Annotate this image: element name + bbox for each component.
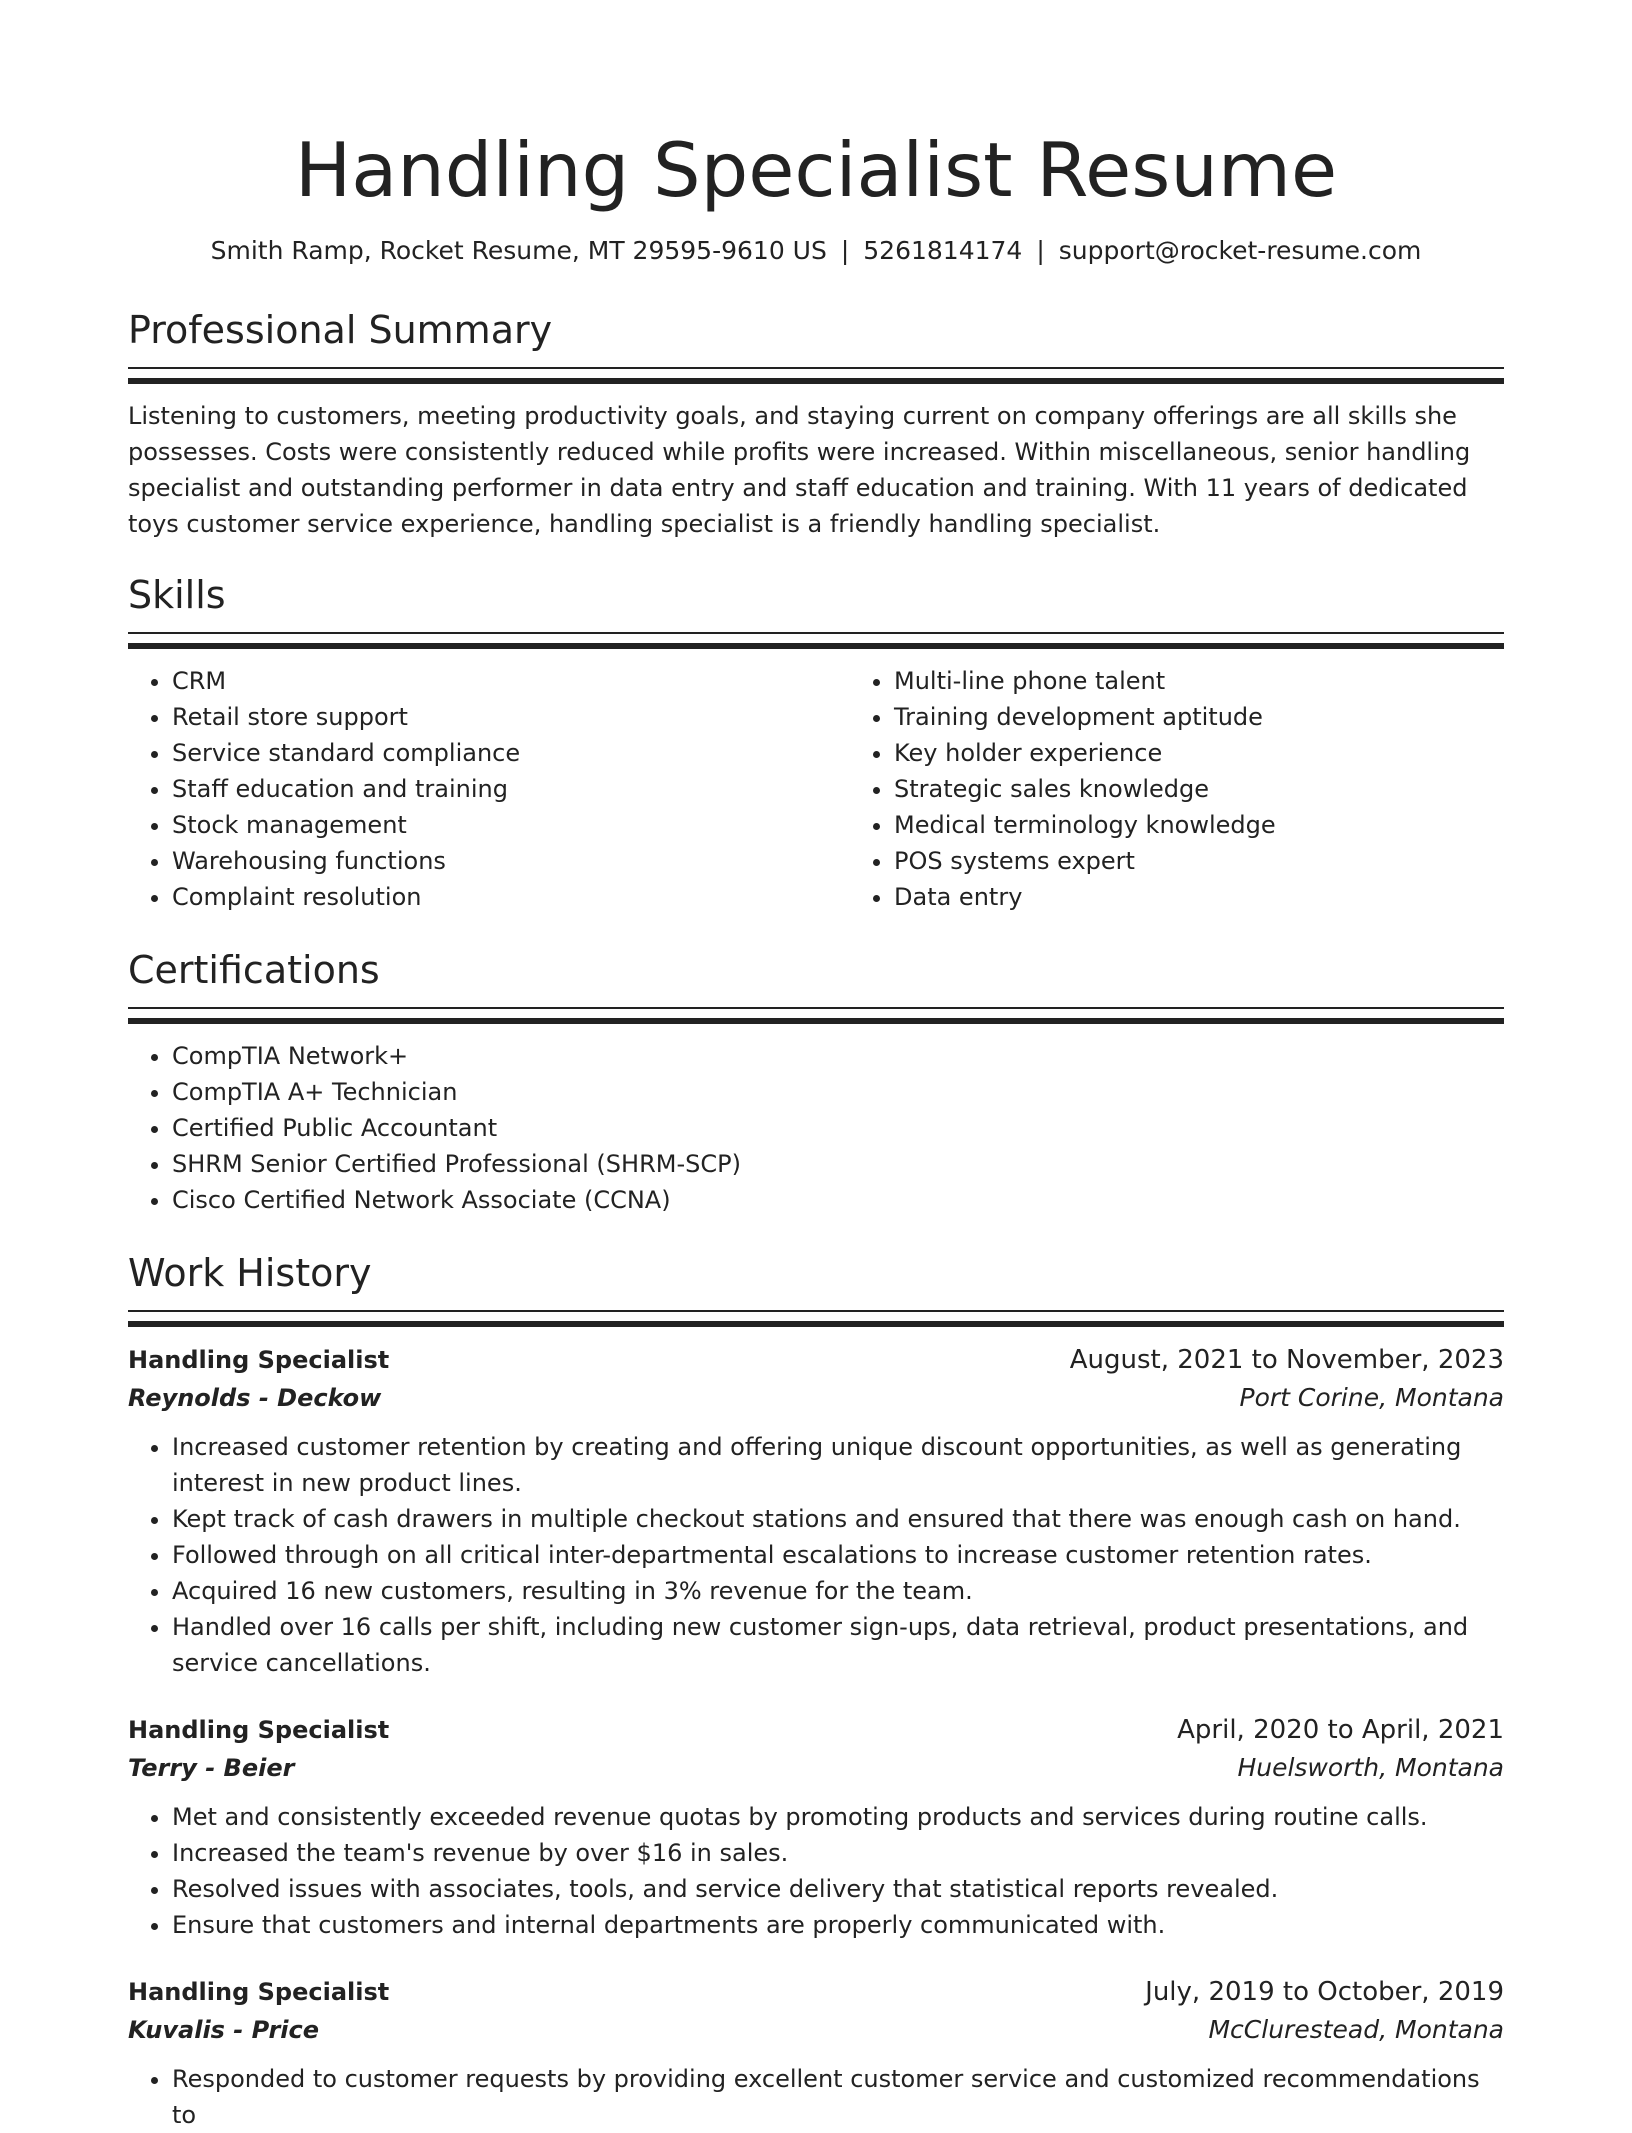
job-header-row — [128, 1711, 1504, 1749]
certification-item: • CompTIA Network+ — [172, 1038, 1504, 1074]
skill-item: • Warehousing functions — [172, 843, 850, 879]
skill-item: • Key holder experience — [894, 735, 1572, 771]
job-bullets — [128, 1429, 1504, 1681]
section-divider — [128, 632, 1504, 649]
skills-columns — [128, 663, 1504, 915]
skill-item: • Staff education and training — [172, 771, 850, 807]
section-divider — [128, 1007, 1504, 1024]
job-company: Terry - Beier — [128, 1754, 295, 1782]
job-company: Reynolds - Deckow — [128, 1384, 382, 1412]
work-history-heading: Work History — [128, 1251, 372, 1295]
job-location: Port Corine, Montana — [1239, 1383, 1504, 1412]
job-bullet: • Increased customer retention by creating and offering unique discount opportunities, as well as generating interest in new product lines. — [172, 1429, 1504, 1501]
skill-item: • Medical terminology knowledge — [894, 807, 1572, 843]
job-bullet: • Followed through on all critical inter-departmental escalations to increase customer retention rates. — [172, 1537, 1504, 1573]
skill-item: • Training development aptitude — [894, 699, 1572, 735]
job-bullet: • Acquired 16 new customers, resulting in 3% revenue for the team. — [172, 1573, 1504, 1609]
contact-separator: | — [840, 236, 850, 265]
job-title: Handling Specialist — [128, 1716, 390, 1744]
resume-title: Handling Specialist Resume — [294, 126, 1338, 214]
job-subheader-row — [128, 1379, 1504, 1417]
skill-item: • Multi-line phone talent — [894, 663, 1572, 699]
job-dates: April, 2020 to April, 2021 — [1177, 1715, 1504, 1745]
job-entry — [128, 1973, 1504, 2133]
skill-item: • POS systems expert — [894, 843, 1572, 879]
job-header-row — [128, 1973, 1504, 2011]
section-divider — [128, 1310, 1504, 1327]
job-subheader-row — [128, 2011, 1504, 2049]
resume-page — [128, 0, 1504, 2133]
job-company: Kuvalis - Price — [128, 2016, 320, 2044]
skill-item: • CRM — [172, 663, 850, 699]
certification-item: • CompTIA A+ Technician — [172, 1074, 1504, 1110]
skills-list-left — [128, 663, 850, 915]
job-bullet: • Met and consistently exceeded revenue quotas by promoting products and services during routine calls. — [172, 1799, 1504, 1835]
job-dates: August, 2021 to November, 2023 — [1069, 1345, 1504, 1375]
contact-email[interactable]: support@rocket-resume.com — [1058, 236, 1422, 265]
job-header-row — [128, 1341, 1504, 1379]
skill-item: • Strategic sales knowledge — [894, 771, 1572, 807]
job-title: Handling Specialist — [128, 1978, 390, 2006]
job-dates: July, 2019 to October, 2019 — [1145, 1977, 1504, 2007]
job-bullets — [128, 2061, 1504, 2133]
certifications-list — [128, 1038, 1504, 1218]
job-bullet: • Responded to customer requests by providing excellent customer service and customized recommendations to — [172, 2061, 1504, 2133]
skill-item: • Data entry — [894, 879, 1572, 915]
section-divider — [128, 367, 1504, 384]
skills-section — [128, 570, 1504, 915]
certification-item: • Cisco Certified Network Associate (CCNA) — [172, 1182, 1504, 1218]
job-title: Handling Specialist — [128, 1346, 390, 1374]
certifications-section — [128, 945, 1504, 1218]
job-bullet: • Handled over 16 calls per shift, including new customer sign-ups, data retrieval, product presentations, and service cancellations. — [172, 1609, 1504, 1681]
job-entry — [128, 1341, 1504, 1681]
job-bullet: • Ensure that customers and internal departments are properly communicated with. — [172, 1907, 1504, 1943]
skill-item: • Service standard compliance — [172, 735, 850, 771]
skill-item: • Complaint resolution — [172, 879, 850, 915]
job-location: McClurestead, Montana — [1208, 2015, 1504, 2044]
job-location: Huelsworth, Montana — [1237, 1753, 1504, 1782]
skills-list-right — [850, 663, 1572, 915]
summary-text: Listening to customers, meeting productivity goals, and staying current on company offerings are all skills she possesses. Costs were consistently reduced while profits were increased. Within miscellaneous, senior handling specialist and outstanding performer in data entry and staff education and training. With 11 years of dedicated toys customer service experience, handling specialist is a friendly handling specialist. — [128, 402, 1471, 538]
skill-item: • Stock management — [172, 807, 850, 843]
summary-heading: Professional Summary — [128, 308, 553, 352]
job-bullets — [128, 1799, 1504, 1943]
skill-item: • Retail store support — [172, 699, 850, 735]
certifications-heading: Certifications — [128, 948, 380, 992]
contact-phone: 5261814174 — [863, 236, 1023, 265]
job-entry — [128, 1711, 1504, 1943]
job-subheader-row — [128, 1749, 1504, 1787]
work-history-section — [128, 1248, 1504, 2133]
job-bullet: • Increased the team's revenue by over $16 in sales. — [172, 1835, 1504, 1871]
contact-address: Smith Ramp, Rocket Resume, MT 29595-9610 US — [210, 236, 827, 265]
contact-separator: | — [1036, 236, 1045, 265]
skills-heading: Skills — [128, 573, 226, 617]
certification-item: • SHRM Senior Certified Professional (SHRM-SCP) — [172, 1146, 1504, 1182]
summary-section — [128, 305, 1504, 542]
contact-line — [128, 234, 1504, 268]
certification-item: • Certified Public Accountant — [172, 1110, 1504, 1146]
job-bullet: • Resolved issues with associates, tools, and service delivery that statistical reports revealed. — [172, 1871, 1504, 1907]
job-bullet: • Kept track of cash drawers in multiple checkout stations and ensured that there was enough cash on hand. — [172, 1501, 1504, 1537]
